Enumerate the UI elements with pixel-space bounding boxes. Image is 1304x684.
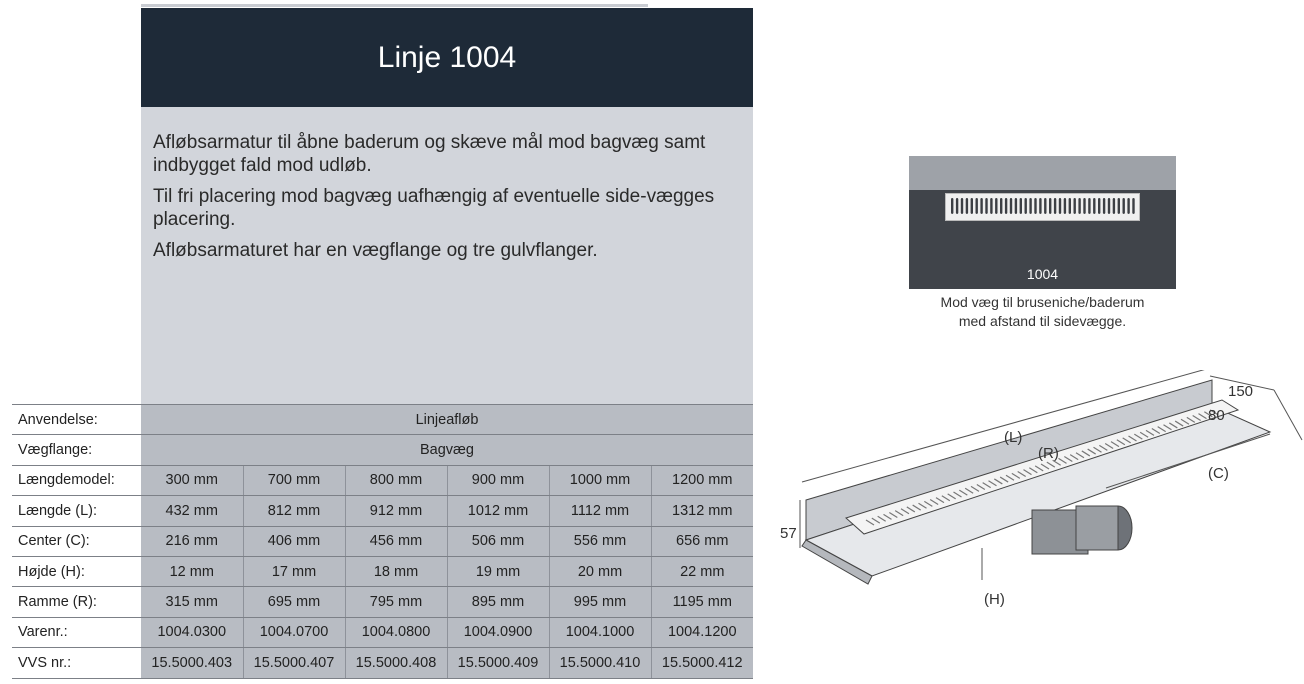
grate-slot: [951, 198, 953, 214]
table-cell: 1004.0300: [141, 617, 243, 647]
caption-line: med afstand til sidevægge.: [958, 313, 1127, 329]
table-cell: 556 mm: [549, 526, 651, 556]
table-cell: 1112 mm: [549, 496, 651, 526]
table-row: [12, 465, 753, 495]
dim-H: (H): [984, 591, 1005, 608]
row-label: VVS nr.:: [12, 648, 141, 678]
row-label: Længde (L):: [12, 496, 141, 526]
grate-slot: [1034, 198, 1036, 214]
description-panel: [141, 107, 753, 405]
table-cell: 1000 mm: [549, 465, 651, 495]
grate-slot: [1123, 198, 1125, 214]
table-cell: 1200 mm: [651, 465, 753, 495]
grate-slot: [1005, 198, 1007, 214]
grate-slot: [980, 198, 982, 214]
grate-slot: [1127, 198, 1129, 214]
row-label: Højde (H):: [12, 556, 141, 586]
grate-slot: [1113, 198, 1115, 214]
technical-drawing: [776, 370, 1304, 620]
grate-slot: [971, 198, 973, 214]
table-cell: 1312 mm: [651, 496, 753, 526]
grate-slot: [990, 198, 992, 214]
table-cell: 656 mm: [651, 526, 753, 556]
grate-slot: [1044, 198, 1046, 214]
grate-image: [945, 193, 1140, 221]
table-cell: 300 mm: [141, 465, 243, 495]
row-label: Vægflange:: [12, 435, 141, 465]
table-cell: 800 mm: [345, 465, 447, 495]
table-row: [12, 496, 753, 526]
grate-slot: [1078, 198, 1080, 214]
dim-R: (R): [1038, 445, 1059, 462]
dim-L: (L): [1004, 429, 1023, 446]
grate-slot: [1108, 198, 1110, 214]
thumbnail-caption: [909, 293, 1176, 331]
table-cell: 812 mm: [243, 496, 345, 526]
table-cell: 15.5000.407: [243, 648, 345, 678]
grate-slot: [1015, 198, 1017, 214]
description-paragraph: Til fri placering mod bagvæg uafhængig af eventuelle side-vægges placering.: [153, 186, 715, 230]
wall-area: [909, 156, 1176, 190]
table-row: [12, 617, 753, 647]
table-cell: 216 mm: [141, 526, 243, 556]
title-text: Linje 1004: [377, 40, 517, 74]
outlet-body: [1076, 506, 1118, 550]
row-label: Varenr.:: [12, 617, 141, 647]
grate-slots: [946, 194, 1139, 220]
table-cell: 19 mm: [447, 556, 549, 586]
table-cell: 1004.0900: [447, 617, 549, 647]
table-cell: 912 mm: [345, 496, 447, 526]
table-cell: 18 mm: [345, 556, 447, 586]
grate-slot: [1103, 198, 1105, 214]
grate-slot: [1020, 198, 1022, 214]
row-label: Anvendelse:: [12, 405, 141, 435]
description-paragraph: Afløbsarmaturet har en vægflange og tre gulvflanger.: [153, 240, 598, 261]
table-cell: 15.5000.409: [447, 648, 549, 678]
table-row: [12, 587, 753, 617]
table-cell: 700 mm: [243, 465, 345, 495]
thumbnail-label: 1004: [1026, 266, 1059, 282]
table-row: [12, 648, 753, 678]
table-row: [12, 405, 753, 435]
table-cell: 1004.0700: [243, 617, 345, 647]
table-row: [12, 556, 753, 586]
grate-slot: [1029, 198, 1031, 214]
grate-slot: [1093, 198, 1095, 214]
page-title: [141, 8, 753, 107]
table-cell: 315 mm: [141, 587, 243, 617]
grate-slot: [1010, 198, 1012, 214]
grate-slot: [1000, 198, 1002, 214]
grate-slot: [1039, 198, 1041, 214]
grate-slot: [1074, 198, 1076, 214]
grate-slot: [1064, 198, 1066, 214]
grate-slot: [1049, 198, 1051, 214]
product-thumbnail: [909, 156, 1176, 289]
grate-slot: [1083, 198, 1085, 214]
row-label: Længdemodel:: [12, 465, 141, 495]
grate-slot: [1088, 198, 1090, 214]
table-cell: 900 mm: [447, 465, 549, 495]
grate-slot: [1069, 198, 1071, 214]
dim-57: 57: [780, 525, 797, 542]
grate-slot: [1054, 198, 1056, 214]
table-cell: 17 mm: [243, 556, 345, 586]
table-cell: Bagvæg: [141, 435, 753, 465]
grate-slot: [966, 198, 968, 214]
dim-80: 80: [1208, 407, 1225, 424]
table-cell: 12 mm: [141, 556, 243, 586]
row-label: Center (C):: [12, 526, 141, 556]
table-cell: 1004.1000: [549, 617, 651, 647]
table-cell: 795 mm: [345, 587, 447, 617]
grate-slot: [995, 198, 997, 214]
table-cell: 895 mm: [447, 587, 549, 617]
row-label: Ramme (R):: [12, 587, 141, 617]
table-cell: 15.5000.403: [141, 648, 243, 678]
table-cell: 432 mm: [141, 496, 243, 526]
table-cell: 1004.1200: [651, 617, 753, 647]
dim-150: 150: [1228, 383, 1254, 400]
grate-slot: [961, 198, 963, 214]
table-cell: 15.5000.410: [549, 648, 651, 678]
spec-table: [12, 404, 753, 679]
table-cell: 22 mm: [651, 556, 753, 586]
dimension-line: [1274, 390, 1302, 440]
caption-line: Mod væg til bruseniche/baderum: [940, 294, 1145, 310]
table-cell: 695 mm: [243, 587, 345, 617]
table-cell: 20 mm: [549, 556, 651, 586]
table-cell: 15.5000.412: [651, 648, 753, 678]
grate-slot: [956, 198, 958, 214]
table-cell: 406 mm: [243, 526, 345, 556]
grate-slot: [1132, 198, 1134, 214]
description-paragraph: Afløbsarmatur til åbne baderum og skæve mål mod bagvæg samt indbygget fald mod udløb.: [153, 132, 706, 176]
table-cell: 456 mm: [345, 526, 447, 556]
grate-slot: [985, 198, 987, 214]
table-row: [12, 435, 753, 465]
grate-slot: [1098, 198, 1100, 214]
table-cell: 1004.0800: [345, 617, 447, 647]
table-cell: 15.5000.408: [345, 648, 447, 678]
grate-slot: [1118, 198, 1120, 214]
grate-slot: [1059, 198, 1061, 214]
table-cell: 1012 mm: [447, 496, 549, 526]
dim-C: (C): [1208, 465, 1229, 482]
table-cell: 506 mm: [447, 526, 549, 556]
table-cell: 995 mm: [549, 587, 651, 617]
table-cell: Linjeafløb: [141, 405, 753, 435]
grate-slot: [1025, 198, 1027, 214]
grate-slot: [976, 198, 978, 214]
top-rule: [141, 4, 648, 7]
table-cell: 1195 mm: [651, 587, 753, 617]
table-row: [12, 526, 753, 556]
